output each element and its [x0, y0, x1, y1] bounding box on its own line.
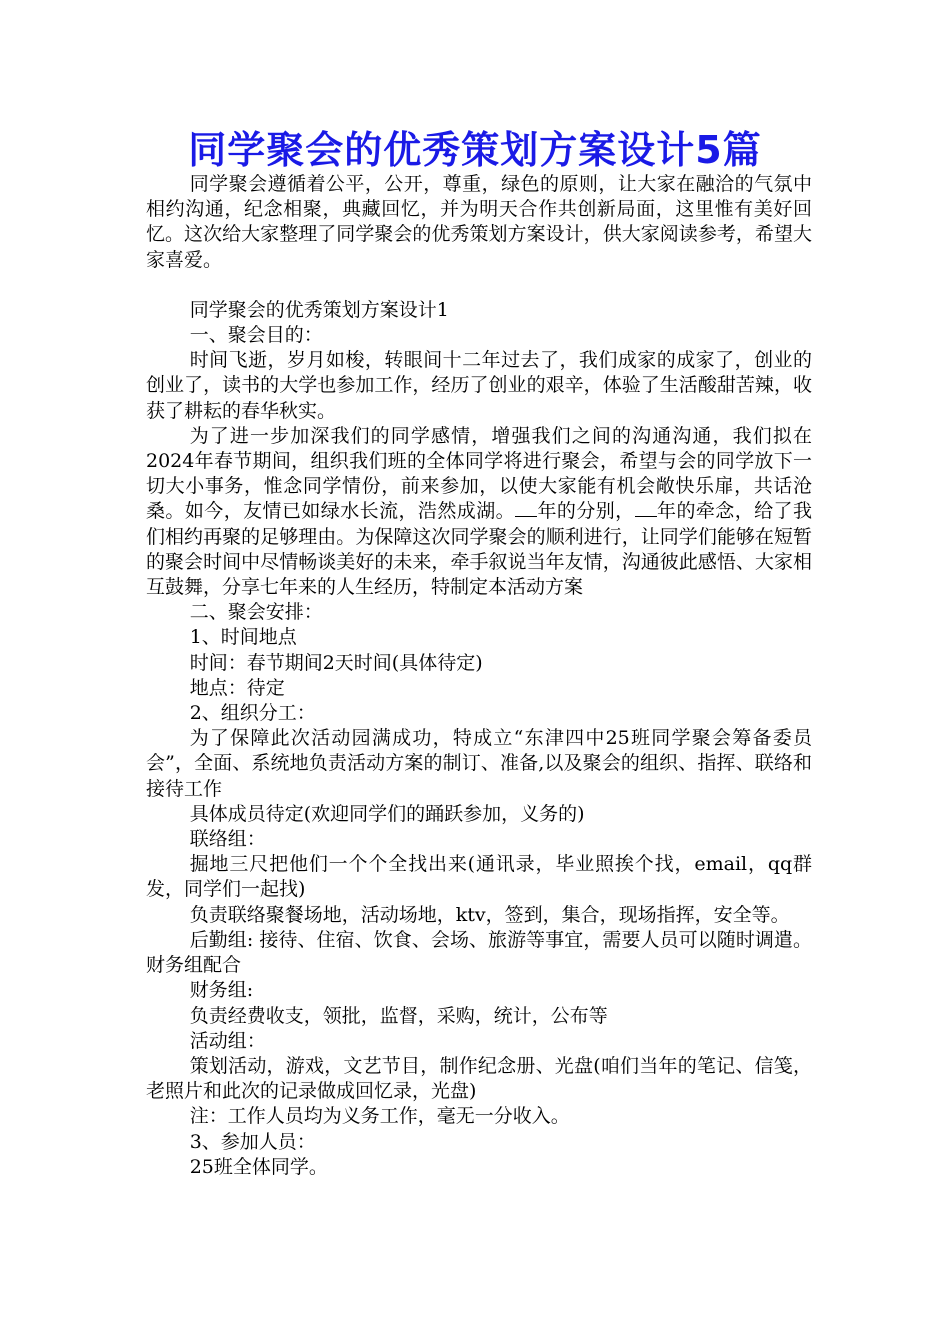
logistics-paragraph: 后勤组: 接待、住宿、饮食、会场、旅游等事宜，需要人员可以随时调遣。财务组配合: [146, 928, 812, 977]
members-line: 具体成员待定(欢迎同学们的踊跃参加，义务的): [189, 802, 585, 825]
finance-group-heading: 财务组:: [189, 979, 254, 1002]
spacer: [146, 273, 812, 298]
contact-paragraph-1: 掘地三尺把他们一个个全找出来(通讯录，毕业照挨个找，email，qq群发，同学们一起找): [146, 853, 812, 901]
heading-purpose: 一、聚会目的：: [189, 324, 323, 347]
blank-underline: [635, 502, 657, 517]
contact-paragraph-2: 负责联络聚餐场地，活动场地，ktv，签到，集合，现场指挥，安全等。: [189, 903, 790, 926]
organization-paragraph: 为了保障此次活动园满成功，特成立“东津四中25班同学聚会筹备委员会”，全面、系统地负责活动方案的制订、准备,以及聚会的组织、指挥、联络和接待工作: [146, 727, 812, 800]
document-body: [146, 172, 812, 1180]
purpose-text-c: 年的牵念，给了我们相约再聚的足够理由。为保障这次同学聚会的顺利进行，让同学们能够在短暂的聚会时间中尽情畅谈美好的未来，牵手叙说当年友情，沟通彼此感悟、大家相互鼓舞，分享七年来的人生经历，特制定本活动方案: [146, 500, 812, 599]
note-line: 注：工作人员均为义务工作，毫无一分收入。: [189, 1105, 570, 1128]
contact-group-heading: 联络组：: [189, 828, 266, 851]
item-participants: 3、参加人员：: [189, 1130, 316, 1153]
place-line: 地点：待定: [189, 676, 285, 699]
purpose-paragraph-2: [146, 424, 812, 600]
item-organization: 2、组织分工：: [189, 702, 316, 725]
finance-paragraph: 负责经费收支，领批，监督，采购，统计，公布等: [189, 1004, 608, 1027]
blank-underline: [515, 502, 537, 517]
purpose-paragraph-1: 时间飞逝，岁月如梭，转眼间十二年过去了，我们成家的成家了，创业的创业了，读书的大学也参加工作，经历了创业的艰辛，体验了生活酸甜苦辣，收获了耕耘的春华秋实。: [146, 349, 812, 422]
heading-arrangement: 二、聚会安排：: [189, 601, 323, 624]
purpose-text-a: 为了进一步加深我们的同学感情，增强我们之间的沟通沟通，我们拟在2024年春节期间，组织我们班的全体同学将进行聚会，希望与会的同学放下一切大小事务，惟念同学情份，前来参加，以使大家能有机会敞快乐扉，共话沧桑。如今，友情已如绿水长流，浩然成湖。: [146, 424, 812, 523]
time-line: 时间：春节期间2天时间(具体待定): [189, 651, 483, 674]
item-time-place: 1、时间地点: [189, 626, 297, 649]
intro-paragraph: 同学聚会遵循着公平，公开，尊重，绿色的原则，让大家在融洽的气氛中相约沟通，纪念相聚，典藏回忆，并为明天合作共创新局面，这里惟有美好回忆。这次给大家整理了同学聚会的优秀策划方案设计，供大家阅读参考，希望大家喜爱。: [146, 173, 812, 271]
activity-paragraph: 策划活动，游戏，文艺节目，制作纪念册、光盘(咱们当年的笔记、信笺，老照片和此次的记录做成回忆录，光盘): [146, 1054, 812, 1103]
activity-group-heading: 活动组：: [189, 1029, 266, 1052]
document-title: 同学聚会的优秀策划方案设计5篇: [188, 128, 762, 172]
participants-line: 25班全体同学。: [189, 1155, 328, 1178]
section-title: 同学聚会的优秀策划方案设计1: [189, 298, 449, 321]
purpose-text-b: 年的分别，: [537, 500, 635, 523]
